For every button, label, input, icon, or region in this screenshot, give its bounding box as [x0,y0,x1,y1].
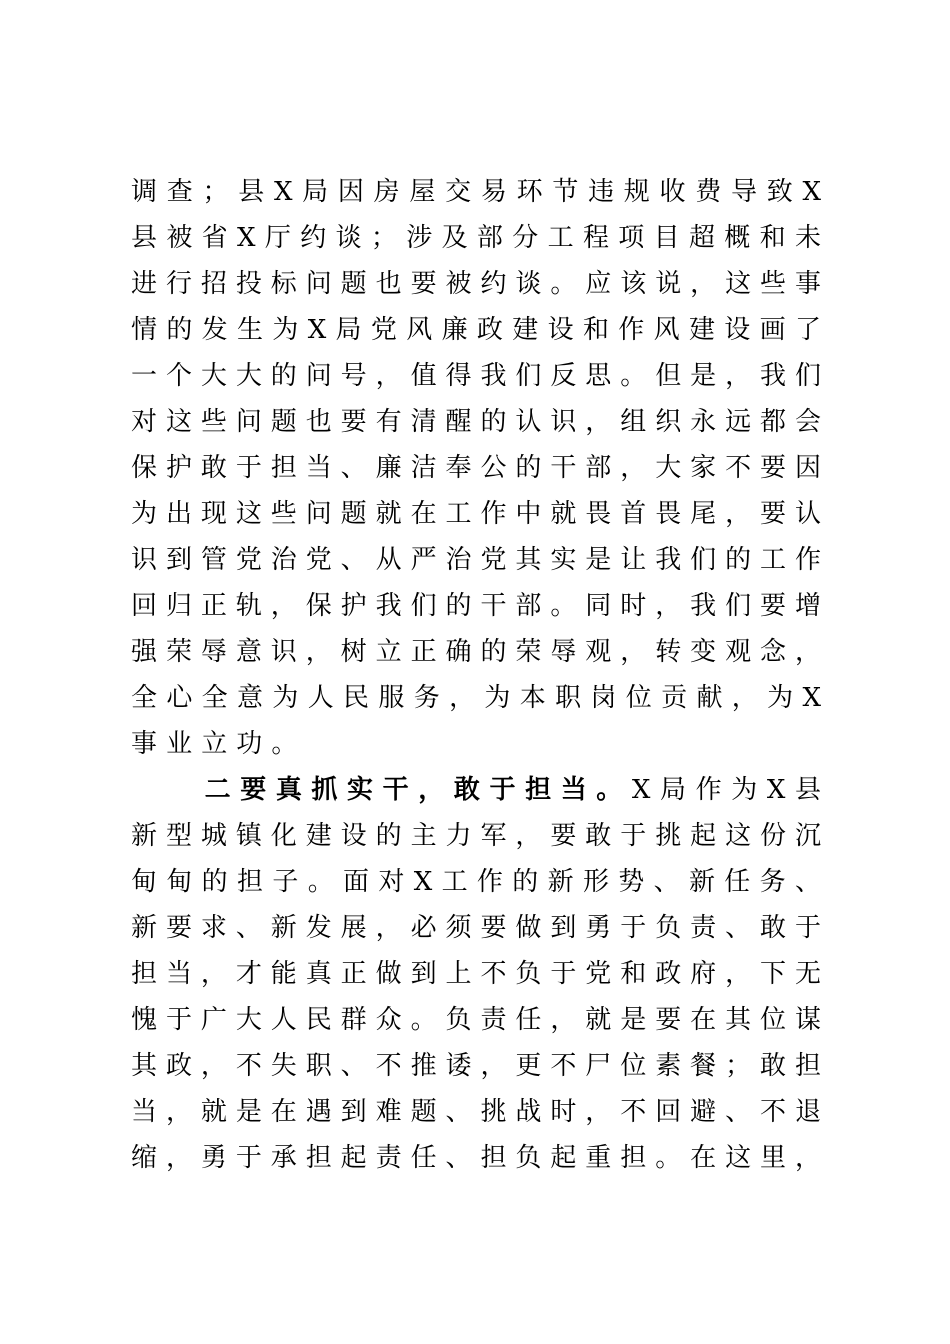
body-text [131,169,821,1181]
text-line: 为出现这些问题就在工作中就畏首畏尾，要认 [131,499,821,529]
text-line: 甸甸的担子。面对X工作的新形势、新任务、 [131,867,821,897]
text-line: 愧于广大人民群众。负责任，就是要在其位谋 [131,1005,821,1035]
text-line: 事业立功。 [131,729,307,759]
text-line: 担当，才能真正做到上不负于党和政府，下无 [131,959,821,989]
heading-line-rest: X局作为X县 [631,775,821,805]
text-line: 新要求、新发展，必须要做到勇于负责、敢于 [131,913,821,943]
text-line: 新型城镇化建设的主力军，要敢于挑起这份沉 [131,821,821,851]
text-line: 调查；县X局因房屋交易环节违规收费导致X [131,177,821,207]
text-line: 全心全意为人民服务，为本职岗位贡献，为X [131,683,821,713]
section-heading-line [131,767,821,813]
text-line: 强荣辱意识，树立正确的荣辱观，转变观念， [131,637,821,667]
text-line: 识到管党治党、从严治党其实是让我们的工作 [131,545,821,575]
text-line: 情的发生为X局党风廉政建设和作风建设画了 [131,315,821,345]
text-line: 当，就是在遇到难题、挑战时，不回避、不退 [131,1097,821,1127]
section-heading: 二要真抓实干，敢于担当。 [195,775,632,805]
text-line: 回归正轨，保护我们的干部。同时，我们要增 [131,591,821,621]
text-line: 县被省X厅约谈；涉及部分工程项目超概和未 [131,223,821,253]
text-line: 缩，勇于承担起责任、担负起重担。在这里， [131,1143,821,1173]
text-line: 进行招投标问题也要被约谈。应该说，这些事 [131,269,821,299]
text-line: 其政，不失职、不推诿，更不尸位素餐；敢担 [131,1051,821,1081]
text-line: 对这些问题也要有清醒的认识，组织永远都会 [131,407,821,437]
text-line: 一个大大的问号，值得我们反思。但是，我们 [131,361,821,391]
text-line: 保护敢于担当、廉洁奉公的干部，大家不要因 [131,453,821,483]
